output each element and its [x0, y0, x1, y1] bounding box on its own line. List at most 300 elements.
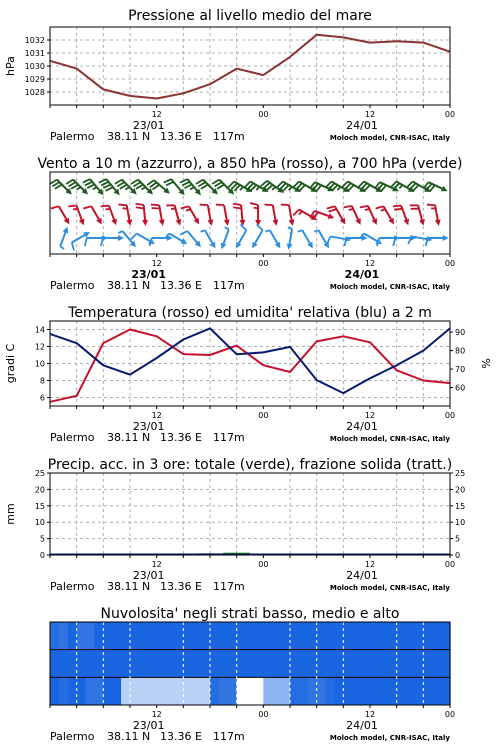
cloud-cell — [414, 650, 423, 678]
date-label: 24/01 — [344, 268, 380, 281]
cloud-cell — [228, 677, 237, 705]
cloud-cell — [148, 677, 157, 705]
wind-barb — [344, 206, 361, 225]
barb-feather — [106, 187, 113, 191]
barb-feather — [85, 238, 87, 246]
x-tick-label: 12 — [151, 259, 162, 268]
cloud-cell — [166, 677, 175, 705]
barb-feather — [265, 230, 269, 231]
barb-feather — [201, 230, 205, 231]
cloud-cell — [441, 677, 450, 705]
cloud-cell — [86, 622, 95, 650]
y-tick-label-right: 5 — [455, 534, 461, 544]
chart-title: Pressione al livello medio del mare — [128, 8, 372, 24]
model-credit: Moloch model, CNR-ISAC, Italy — [329, 134, 450, 142]
cloud-cell — [326, 677, 335, 705]
cloud-cell — [228, 650, 237, 678]
cloud-cell — [157, 622, 166, 650]
cloud-cell — [183, 650, 192, 678]
x-tick-label: 00 — [258, 110, 269, 119]
cloud-cell — [246, 677, 255, 705]
wind-barb — [216, 205, 230, 226]
barb-head — [126, 219, 132, 225]
wind-barb — [281, 205, 295, 226]
cloud-cell — [77, 622, 86, 650]
barb-feather — [349, 209, 354, 210]
wind-barb — [51, 206, 69, 224]
barb-feather — [240, 224, 246, 230]
elevation-label: 117m — [213, 279, 245, 292]
date-label: 23/01 — [131, 268, 166, 281]
cloud-cell — [219, 650, 228, 678]
cloud-cell — [246, 622, 255, 650]
barb-feather — [377, 238, 379, 246]
cloud-cell — [432, 677, 441, 705]
barb-feather — [281, 205, 289, 206]
y-tick-label-right: 80 — [455, 346, 466, 356]
barb-feather — [184, 184, 191, 188]
barb-feather — [101, 206, 109, 207]
wind-barb — [427, 205, 441, 226]
cloud-cell — [406, 650, 415, 678]
cloud-cell — [370, 622, 379, 650]
x-tick-label: 00 — [258, 560, 269, 569]
cloud-cell — [112, 677, 121, 705]
x-tick-label: 12 — [151, 710, 162, 719]
x-tick-label: 00 — [258, 710, 269, 719]
barb-feather — [83, 179, 90, 183]
barb-feather — [142, 187, 146, 189]
cloud-cell — [121, 622, 130, 650]
barb-feather — [85, 182, 92, 186]
barb-feather — [101, 238, 103, 246]
barb-feather — [150, 238, 152, 246]
cloud-cell — [139, 622, 148, 650]
barb-feather — [93, 187, 97, 189]
x-tick-label: 00 — [444, 259, 456, 268]
y-tick-label-right: 20 — [455, 485, 466, 495]
cloud-cell — [326, 622, 335, 650]
cloud-cell — [290, 677, 299, 705]
cloud-cell — [317, 650, 326, 678]
barb-feather — [77, 187, 81, 189]
y-tick-label-right: 25 — [455, 469, 466, 478]
cloud-cell — [397, 650, 406, 678]
cloud-cell — [237, 677, 246, 705]
wind-barb — [265, 205, 279, 226]
cloud-cell — [59, 650, 68, 678]
cloud-cell — [281, 622, 290, 650]
cloud-cell — [308, 650, 317, 678]
barb-feather — [136, 207, 144, 208]
cloud-cell — [121, 677, 130, 705]
cloud-cell — [148, 650, 157, 678]
cloud-cell — [308, 677, 317, 705]
y-tick-label: 1028 — [24, 88, 45, 97]
barb-feather — [254, 208, 259, 209]
model-credit: Moloch model, CNR-ISAC, Italy — [329, 283, 450, 291]
cloud-cell — [254, 650, 263, 678]
x-tick-label: 00 — [258, 411, 269, 420]
date-label: 23/01 — [132, 420, 165, 433]
y-tick-label: 14 — [34, 325, 45, 335]
cloud-cell — [183, 622, 192, 650]
cloud-cell — [352, 677, 361, 705]
model-credit: Moloch model, CNR-ISAC, Italy — [329, 435, 450, 443]
cloud-cell — [192, 677, 201, 705]
cloud-cell — [397, 677, 406, 705]
barb-head — [419, 219, 425, 226]
cloud-cell — [139, 677, 148, 705]
barb-feather — [118, 231, 122, 233]
barb-feather — [257, 224, 263, 230]
barb-feather — [181, 206, 189, 208]
barb-feather — [365, 209, 370, 210]
cloud-cell — [210, 677, 219, 705]
barb-head — [159, 219, 165, 225]
barb-feather — [393, 238, 395, 246]
location-label: Palermo — [50, 279, 95, 292]
cloud-cell — [94, 650, 103, 678]
barb-feather — [103, 184, 110, 188]
wind-barb — [166, 205, 181, 225]
barb-head — [142, 220, 148, 226]
cloud-cell — [130, 622, 139, 650]
cloud-cell — [334, 650, 343, 678]
date-label: 23/01 — [132, 119, 165, 132]
cloud-cell — [272, 677, 281, 705]
barb-feather — [265, 205, 273, 206]
wind-barb — [250, 203, 261, 226]
cloud-cell — [50, 622, 59, 650]
wind-barb — [376, 206, 394, 224]
wind-barb — [360, 206, 377, 225]
cloud-cell — [77, 677, 86, 705]
barb-feather — [376, 206, 384, 208]
x-tick-label: 00 — [444, 110, 456, 119]
barb-feather — [289, 187, 292, 190]
chart-title: Temperatura (rosso) ed umidita' relativa (blu) a 2 m — [68, 305, 432, 321]
date-label: 23/01 — [132, 569, 165, 582]
cloud-cell — [192, 650, 201, 678]
cloud-cell — [183, 677, 192, 705]
y-axis-label: gradi C — [4, 343, 17, 384]
barb-feather — [101, 182, 108, 186]
cloud-cell — [379, 650, 388, 678]
cloud-cell — [201, 650, 210, 678]
wind-barb — [236, 224, 247, 248]
cloud-cell — [86, 677, 95, 705]
barb-feather — [394, 209, 402, 210]
cloud-cell — [219, 677, 228, 705]
cloud-cell — [379, 622, 388, 650]
barb-feather — [233, 204, 241, 205]
date-label: 24/01 — [346, 569, 378, 582]
elevation-label: 117m — [213, 730, 245, 743]
temperature-line — [50, 330, 450, 402]
cloud-cell — [103, 677, 112, 705]
date-label: 24/01 — [346, 420, 378, 433]
wind-barb — [200, 205, 214, 226]
cloud-cell — [334, 622, 343, 650]
cloud-cell — [263, 677, 272, 705]
cloud-cell — [370, 650, 379, 678]
barb-feather — [106, 209, 111, 210]
barb-feather — [83, 206, 91, 208]
y-axis-label: hPa — [4, 56, 17, 76]
cloud-cell — [210, 622, 219, 650]
cloud-cell — [254, 677, 263, 705]
cloud-cell — [210, 650, 219, 678]
latitude-label: 38.11 N — [107, 730, 151, 743]
cloud-cell — [130, 677, 139, 705]
barb-head — [118, 235, 124, 241]
cloud-cell — [441, 650, 450, 678]
cloud-cell — [192, 622, 201, 650]
barb-feather — [216, 205, 224, 206]
cloud-cell — [343, 622, 352, 650]
cloud-cell — [343, 650, 352, 678]
cloud-cell — [68, 677, 77, 705]
wind-barb — [410, 205, 425, 225]
y-tick-label: 8 — [39, 376, 45, 386]
cloud-cell — [166, 650, 175, 678]
pressure-chart — [4, 8, 455, 143]
temperature-humidity-chart — [4, 305, 493, 444]
wind-barb — [287, 227, 293, 249]
x-tick-label: 12 — [151, 411, 162, 420]
cloud-cell — [201, 677, 210, 705]
cloud-cell — [228, 622, 237, 650]
wind-barb — [298, 230, 313, 248]
barb-feather — [60, 246, 64, 248]
cloud-cell — [388, 622, 397, 650]
cloud-cell — [361, 677, 370, 705]
cloud-cover-chart — [50, 606, 455, 743]
date-label: 24/01 — [346, 119, 378, 132]
cloud-cell — [121, 650, 130, 678]
cloud-cell — [432, 622, 441, 650]
barb-feather — [68, 206, 76, 207]
cloud-cell — [112, 650, 121, 678]
y-tick-label-right: 0 — [455, 551, 461, 560]
chart-title: Vento a 10 m (azzurro), a 850 hPa (rosso), a 700 hPa (verde) — [37, 156, 463, 172]
y-tick-label: 1029 — [24, 75, 45, 84]
barb-feather — [250, 203, 258, 205]
cloud-cell — [379, 677, 388, 705]
cloud-cell — [166, 622, 175, 650]
cloud-cell — [334, 677, 343, 705]
cloud-cell — [441, 622, 450, 650]
humidity-line — [50, 328, 450, 393]
y-tick-label: 10 — [34, 518, 45, 528]
barb-head — [435, 219, 441, 225]
cloud-cell — [281, 650, 290, 678]
barb-feather — [164, 179, 171, 183]
cloud-cell — [237, 650, 246, 678]
cloud-cell — [406, 677, 415, 705]
barb-feather — [337, 187, 340, 190]
cloud-cell — [299, 677, 308, 705]
longitude-label: 13.36 E — [160, 580, 202, 593]
cloud-cell — [299, 650, 308, 678]
cloud-cell — [281, 677, 290, 705]
x-tick-label: 12 — [364, 560, 376, 569]
x-tick-label: 12 — [151, 560, 162, 569]
cloud-cell — [50, 650, 59, 678]
cloud-cell — [423, 677, 432, 705]
model-credit: Moloch model, CNR-ISAC, Italy — [329, 734, 450, 742]
y-tick-label: 1032 — [24, 36, 45, 45]
x-tick-label: 00 — [258, 259, 269, 268]
cloud-cell — [157, 650, 166, 678]
cloud-cell — [59, 622, 68, 650]
cloud-cell — [157, 677, 166, 705]
cloud-cell — [388, 677, 397, 705]
x-tick-label: 00 — [444, 710, 456, 719]
wind-barb — [72, 232, 90, 250]
x-tick-label: 00 — [444, 411, 456, 420]
cloud-cell — [263, 622, 272, 650]
barb-feather — [399, 185, 402, 188]
barb-head — [287, 243, 293, 249]
barb-head — [272, 219, 278, 225]
barb-feather — [233, 207, 241, 208]
longitude-label: 13.36 E — [160, 431, 202, 444]
wind-chart — [37, 156, 462, 292]
y-tick-label: 6 — [39, 393, 45, 403]
wind-barb — [151, 205, 165, 226]
barb-feather — [298, 230, 302, 231]
wind-barb — [233, 204, 245, 226]
cloud-cell — [326, 650, 335, 678]
cloud-cell — [201, 622, 210, 650]
barb-feather — [272, 187, 275, 190]
y-tick-label-right: 10 — [455, 518, 466, 528]
barb-feather — [360, 206, 368, 208]
model-credit: Moloch model, CNR-ISAC, Italy — [329, 584, 450, 592]
barb-feather — [225, 227, 229, 229]
cloud-cell — [361, 622, 370, 650]
x-tick-label: 12 — [364, 259, 376, 268]
wind-barb — [60, 227, 68, 249]
barb-feather — [393, 206, 401, 207]
cloud-cell — [148, 622, 157, 650]
barb-feather — [288, 227, 292, 229]
date-label: 23/01 — [132, 719, 165, 732]
cloud-cell — [290, 650, 299, 678]
cloud-cell — [423, 622, 432, 650]
x-tick-label: 12 — [151, 110, 162, 119]
barb-feather — [200, 205, 208, 206]
barb-head — [224, 219, 230, 225]
plot-frame — [50, 473, 450, 555]
cloud-cell — [50, 677, 59, 705]
x-tick-label: 12 — [364, 110, 376, 119]
cloud-cell — [317, 677, 326, 705]
cloud-cell — [94, 677, 103, 705]
barb-feather — [293, 210, 299, 216]
barb-feather — [240, 187, 243, 190]
cloud-cell — [94, 622, 103, 650]
y-tick-label: 0 — [39, 551, 45, 560]
cloud-cell — [68, 622, 77, 650]
wind-barb — [150, 235, 173, 246]
location-label: Palermo — [50, 580, 95, 593]
y-axis-label-right: % — [480, 358, 493, 369]
cloud-cell — [86, 650, 95, 678]
y-tick-label: 25 — [34, 469, 45, 478]
barb-feather — [381, 209, 385, 210]
cloud-cell — [263, 650, 272, 678]
pressure-line — [50, 35, 450, 99]
cloud-cell — [112, 622, 121, 650]
barb-feather — [87, 184, 94, 188]
wind-barb — [265, 230, 280, 248]
barb-feather — [166, 182, 173, 186]
longitude-label: 13.36 E — [160, 730, 202, 743]
barb-feather — [182, 182, 189, 186]
longitude-label: 13.36 E — [160, 130, 202, 143]
chart-title: Nuvolosita' negli strati basso, medio e alto — [100, 606, 400, 622]
cloud-cell — [174, 677, 183, 705]
cloud-cell — [130, 650, 139, 678]
elevation-label: 117m — [213, 130, 245, 143]
cloud-cell — [317, 622, 326, 650]
cloud-cell — [388, 650, 397, 678]
cloud-cell — [139, 650, 148, 678]
cloud-cell — [352, 650, 361, 678]
cloud-cell — [397, 622, 406, 650]
barb-feather — [118, 205, 126, 206]
y-tick-label-right: 90 — [455, 328, 466, 338]
barb-head — [208, 219, 214, 225]
y-tick-label: 12 — [34, 342, 45, 352]
cloud-cell — [68, 650, 77, 678]
y-tick-label-right: 15 — [455, 501, 466, 511]
barb-feather — [125, 187, 129, 189]
cloud-cell — [103, 622, 112, 650]
cloud-cell — [59, 677, 68, 705]
y-tick-label-right: 60 — [455, 383, 466, 393]
cloud-cell — [77, 650, 86, 678]
cloud-cell — [254, 622, 263, 650]
cloud-cell — [406, 622, 415, 650]
location-label: Palermo — [50, 130, 95, 143]
cloud-cell — [272, 622, 281, 650]
y-tick-label: 5 — [39, 534, 45, 544]
longitude-label: 13.36 E — [160, 279, 202, 292]
barb-feather — [344, 206, 352, 208]
cloud-cell — [414, 622, 423, 650]
cloud-cell — [246, 650, 255, 678]
cloud-cell — [299, 622, 308, 650]
cloud-cell — [361, 650, 370, 678]
latitude-label: 38.11 N — [107, 130, 151, 143]
wind-barb — [221, 227, 229, 249]
cloud-cell — [432, 650, 441, 678]
cloud-cell — [308, 622, 317, 650]
barb-feather — [314, 230, 318, 231]
elevation-label: 117m — [213, 580, 245, 593]
barb-feather — [151, 205, 159, 206]
y-tick-label: 15 — [34, 501, 45, 511]
x-tick-label: 12 — [364, 411, 376, 420]
cloud-cell — [272, 650, 281, 678]
y-tick-label-right: 70 — [455, 365, 466, 375]
cloud-cell — [370, 677, 379, 705]
barb-feather — [73, 209, 78, 210]
